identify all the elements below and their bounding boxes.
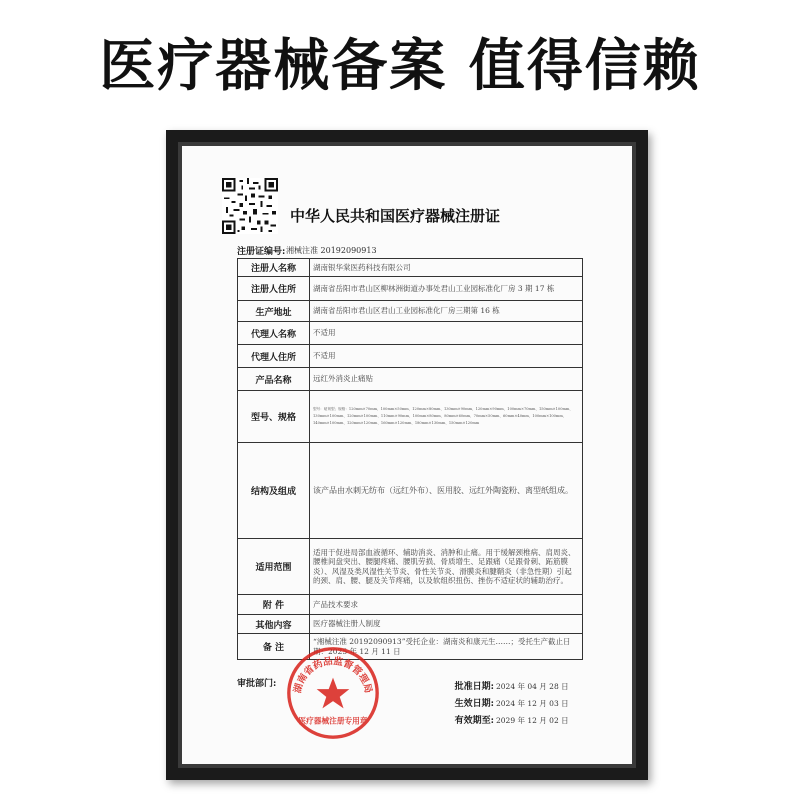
row-label: 适用范围 <box>238 539 310 595</box>
certificate-title: 中华人民共和国医疗器械注册证 <box>290 207 501 225</box>
date-label: 有效期至: <box>454 716 494 726</box>
row-value: 不适用 <box>310 322 583 345</box>
row-label: 产品名称 <box>238 368 310 391</box>
reg-no-value: 湘械注准 20192090913 <box>286 246 377 255</box>
table-row <box>238 345 583 368</box>
date-row <box>436 708 586 725</box>
row-label: 生产地址 <box>238 301 310 322</box>
row-value: 适用于促进局部血液循环、辅助消炎、消肿和止痛。用于缓解颈椎病、肩周炎、腰椎间盘突出、腰腿疼痛、腰肌劳损、骨质增生、足跟痛（足跟骨刺、跖筋膜炎）、风湿及类风湿性关节炎、骨性关节炎、滑膜炎和腱鞘炎（非急性期）引起的颈、肩、腰、腿及关节疼痛，以及软组织扭伤、挫伤不适症状的辅助治疗。 <box>310 539 583 595</box>
date-value: 2024 年 12 月 03 日 <box>496 699 569 708</box>
row-label: 注册人住所 <box>238 277 310 301</box>
reg-no-label: 注册证编号: <box>237 247 286 257</box>
table-row <box>238 443 583 539</box>
table-row <box>238 277 583 301</box>
certificate-table <box>237 258 583 660</box>
row-value: 型号：贴剂型；规格：120mm×70mm、100mm×50mm、120mm×80mm、130mm×90mm、120mm×90mm、100mm×70mm、150mm×100mm、130mm×100mm、120mm×100mm、110mm×90mm、100mm×80mm、80mm×60mm、70mm×50mm、60mm×40mm、100mm×100mm、140mm×100mm、120mm×120mm、160mm×120mm、180mm×130mm、150mm×120mm <box>310 391 583 443</box>
seal-star-icon <box>317 678 350 709</box>
row-label: 代理人住所 <box>238 345 310 368</box>
date-value: 2029 年 12 月 02 日 <box>496 716 569 725</box>
table-row <box>238 391 583 443</box>
row-label: 型号、规格 <box>238 391 310 443</box>
row-label: 其他内容 <box>238 615 310 634</box>
row-value: 湖南省岳阳市君山区君山工业园标准化厂房三期第 16 栋 <box>310 301 583 322</box>
row-value: 产品技术要求 <box>310 595 583 615</box>
row-value: 医疗器械注册人制度 <box>310 615 583 634</box>
date-value: 2024 年 04 月 28 日 <box>496 682 569 691</box>
row-value: 该产品由水刺无纺布（远红外布）、医用胶、远红外陶瓷粉、离型纸组成。 <box>310 443 583 539</box>
qr-code-icon <box>222 178 278 234</box>
date-row <box>436 674 586 691</box>
table-row <box>238 259 583 277</box>
date-label: 批准日期: <box>454 682 494 692</box>
row-label: 代理人名称 <box>238 322 310 345</box>
date-row <box>436 691 586 708</box>
official-seal-icon <box>285 645 381 741</box>
row-value: 湖南银华棠医药科技有限公司 <box>310 259 583 277</box>
table-row <box>238 615 583 634</box>
table-row <box>238 301 583 322</box>
row-label: 附 件 <box>238 595 310 615</box>
review-dept-label: 审批部门: <box>237 679 277 689</box>
table-row <box>238 539 583 595</box>
page-headline: 医疗器械备案 值得信赖 <box>99 34 701 99</box>
row-label: 备 注 <box>238 634 310 660</box>
row-label: 注册人名称 <box>238 259 310 277</box>
date-label: 生效日期: <box>454 699 494 709</box>
row-value: 湖南省岳阳市君山区柳林洲街道办事处君山工业园标准化厂房 3 期 17 栋 <box>310 277 583 301</box>
table-row <box>238 595 583 615</box>
row-value: 远红外消炎止痛贴 <box>310 368 583 391</box>
row-label: 结构及组成 <box>238 443 310 539</box>
table-row <box>238 322 583 345</box>
row-value: 不适用 <box>310 345 583 368</box>
row-value: “湘械注准 20192090913”受托企业：湖南炎和康元生……；受托生产截止日期：2025 年 12 月 11 日 <box>310 634 583 660</box>
table-row <box>238 368 583 391</box>
seal-arc-text: 湖南省药品监督管理局 <box>292 655 374 695</box>
date-block <box>436 674 586 725</box>
seal-bottom-text: 医疗器械注册专用章 <box>298 716 368 726</box>
